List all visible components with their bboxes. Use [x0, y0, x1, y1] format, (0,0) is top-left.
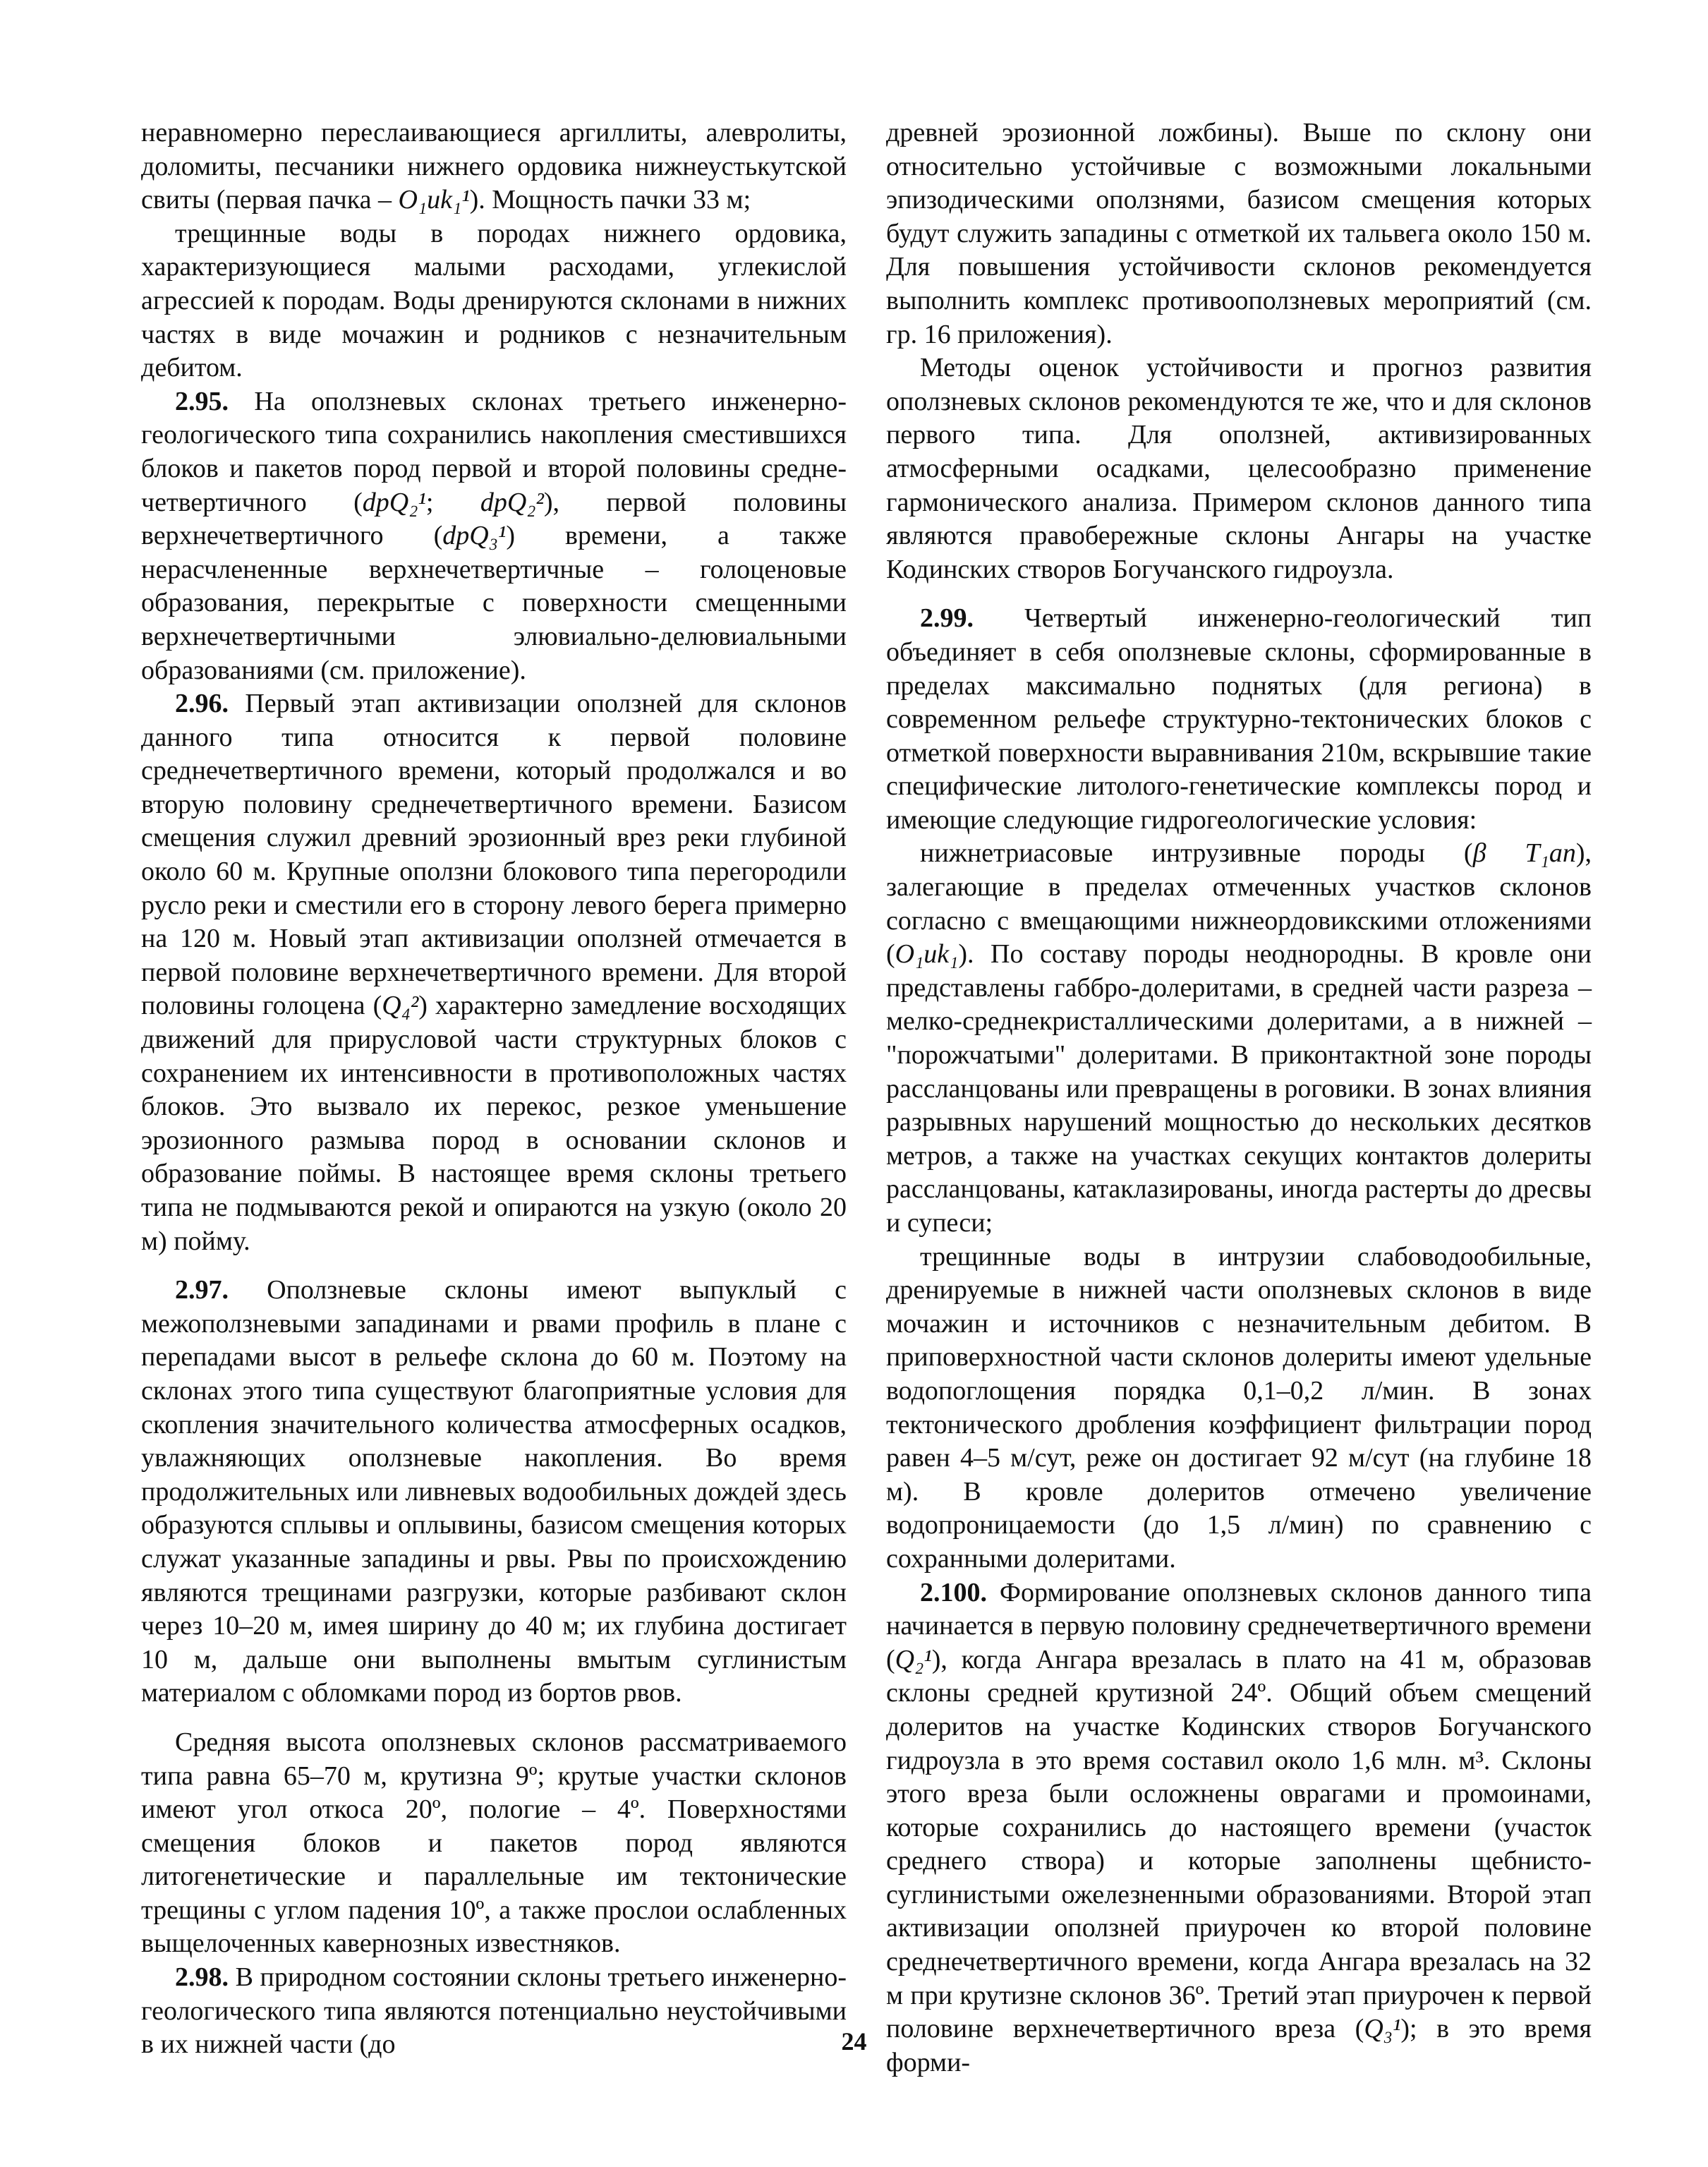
paragraph — [141, 1726, 847, 1961]
paragraph — [886, 351, 1592, 586]
paragraph — [886, 1241, 1592, 1576]
paragraph-2-100 — [886, 1576, 1592, 2080]
section-number: 2.98. — [175, 1962, 229, 1993]
section-number: 2.96. — [175, 689, 229, 719]
formula: Q₄² — [382, 991, 419, 1021]
section-number: 2.99. — [920, 603, 974, 634]
paragraph-2-99 — [886, 602, 1592, 837]
page-number: 24 — [841, 2027, 867, 2056]
right-column — [886, 116, 1592, 2080]
text-run: Средняя высота оползневых склонов рассматриваемого типа равна 65–70 м, крутизна 9º; крутые участки склонов имеют угол откоса 20º, пологие – 4º. Поверхностями смещения блоков и пакетов пород являются литогенетические и параллельные им тектонические трещины с углом падения 10º, а также прослои ослабленных выщелоченных кавернозных известняков. — [141, 1727, 847, 1959]
text-run: трещинные воды в породах нижнего ордовика, характеризующиеся малыми расходами, углекислой агрессией к породам. Воды дренируются склонами в нижних частях в виде мочажин и родников с незначительным дебитом. — [141, 218, 847, 383]
text-run: ), когда Ангара врезалась в плато на 41 м, образовав склоны средней крутизной 24º. Общий объем смещений долеритов на участке Кодинских створов Богучанского гидроузла в это время составил около 1,6 млн. м³. Склоны этого вреза были осложнены оврагами и промоинами, которые сохранились до настоящего времени (участок среднего створа) и которые заполнены щебнисто-суглинистыми ожелезненными образованиями. Второй этап активизации оползней приурочен ко второй половине среднечетвертичного времени, когда Ангара врезалась на 32 м при крутизне склонов 36º. Третий этап приурочен к первой половине верхнечетвертичного вреза ( — [886, 1644, 1592, 2044]
formula: β T₁an — [1472, 838, 1576, 869]
formula: O₁uk₁¹ — [398, 185, 470, 215]
text-run: ), первой половины верхнечетвертичного ( — [141, 487, 847, 551]
paragraph — [886, 116, 1592, 351]
paragraph — [141, 217, 847, 385]
text-run: ) характерно замедление восходящих движений для прирусловой части структурных блоков с сохранением их интенсивности в противоположных частях блоков. Это вызвало их перекос, резкое уменьшение эрозионного размыва пород в основании склонов и образование поймы. В настоящее время склоны третьего типа не подмываются рекой и опираются на узкую (около 20 м) пойму. — [141, 991, 847, 1256]
formula: dpQ₂¹ — [362, 487, 426, 517]
text-run: древней эрозионной ложбины). Выше по склону они относительно устойчивые с возможными локальными эпизодическими оползнями, базисом смещения которых будут служить западины с отметкой их тальвега около 150 м. Для повышения устойчивости склонов рекомендуется выполнить комплекс противооползневых мероприятий (см. гр. 16 приложения). — [886, 118, 1592, 349]
text-run: ). По составу породы неоднородны. В кровле они представлены габбро-долеритами, в средней части разреза – мелко-среднекристаллическими долеритами, а в нижней – "порожчатыми" долеритами. В приконтактной зоне породы рассланцованы или превращены в роговики. В зонах влияния разрывных нарушений мощностью до нескольких десятков метров, а также на участках секущих контактов долериты рассланцованы, катаклазированы, иногда растерты до дресвы и супеси; — [886, 939, 1592, 1238]
text-run: Четвертый инженерно-геологический тип объединяет в себя оползневые склоны, сформированные в пределах максимально поднятых (для региона) в современном рельефе структурно-тектонических блоков с отметкой поверхности выравнивания 210м, вскрывшие такие специфические литолого-генетические комплексы пород и имеющие следующие гидрогеологические условия: — [886, 603, 1592, 835]
formula: dpQ₃¹ — [442, 521, 507, 551]
section-number: 2.100. — [920, 1577, 987, 1607]
text-run: неравномерно переслаивающиеся аргиллиты, алевролиты, доломиты, песчаники нижнего ордовика нижнеустькутской свиты (первая пачка – — [141, 118, 847, 215]
text-run: ) времени, а также нерасчлененные верхнечетвертичные – голоценовые образования, перекрытые с поверхности смещенными верхнечетвертичными элювиально-делювиальными образованиями (см. приложение). — [141, 521, 847, 685]
paragraph-2-96 — [141, 687, 847, 1258]
text-run: Оползневые склоны имеют выпуклый с межоползневыми западинами и рвами профиль в плане с перепадами высот в рельефе склона до 60 м. Поэтому на склонах этого типа существуют благоприятные условия для скопления значительного количества атмосферных осадков, увлажняющих оползневые накопления. Во время продолжительных или ливневых водообильных дождей здесь образуются сплывы и оплывины, базисом смещения которых служат указанные западины и рвы. Рвы по происхождению являются трещинами разгрузки, которые разбивают склон через 10–20 м, имея ширину до 40 м; их глубина достигает 10 м, дальше они выполнены вмытым суглинистым материалом с обломками пород из бортов рвов. — [141, 1275, 847, 1708]
text-run: ; — [425, 487, 480, 517]
paragraph — [886, 837, 1592, 1240]
paragraph-2-95 — [141, 385, 847, 687]
paragraph-2-97 — [141, 1274, 847, 1710]
text-run: ); в это время форми- — [886, 2014, 1592, 2077]
paragraph — [141, 116, 847, 217]
text-run: трещинные воды в интрузии слабоводообильные, дренируемые в нижней части оползневых склонов в виде мочажин и источников с незначительным дебитом. В приповерхностной части склонов долериты имеют удельные водопоглощения порядка 0,1–0,2 л/мин. В зонах тектонического дробления коэффициент фильтрации пород равен 4–5 м/сут, реже он достигает 92 м/сут (на глубине 18 м). В кровле долеритов отмечено увеличение водопроницаемости (до 1,5 л/мин) по сравнению с сохранными долеритами. — [886, 1241, 1592, 1574]
section-number: 2.97. — [175, 1275, 229, 1305]
section-number: 2.95. — [175, 386, 229, 416]
text-run: ), залегающие в пределах отмеченных участков склонов согласно с вмещающими нижнеордовикскими отложениями ( — [886, 838, 1592, 970]
text-run: Формирование оползневых склонов данного типа начинается в первую половину среднечетвертичного времени ( — [886, 1577, 1592, 1674]
formula: dpQ₂² — [480, 487, 544, 517]
formula: Q₃¹ — [1364, 2014, 1401, 2044]
formula: Q₂¹ — [895, 1644, 932, 1674]
text-run: На оползневых склонах третьего инженерно-геологического типа сохранились накопления сместившихся блоков и пакетов пород первой и второй половины среднечетвертичного ( — [141, 386, 847, 517]
text-run: Первый этап активизации оползней для склонов данного типа относится к первой половине среднечетвертичного времени, который продолжался и во вторую половину среднечетвертичного времени. Базисом смещения служил древний эрозионный врез реки глубиной около 60 м. Крупные оползни блокового типа перегородили русло реки и сместили его в сторону левого берега примерно на 120 м. Новый этап активизации оползней отмечается в первой половине верхнечетвертичного времени. Для второй половины голоцена ( — [141, 689, 847, 1021]
text-run: ). Мощность пачки 33 м; — [469, 185, 751, 215]
text-run: нижнетриасовые интрузивные породы ( — [920, 838, 1473, 869]
formula: O₁uk₁ — [895, 939, 959, 970]
left-column — [141, 116, 847, 2062]
text-run: В природном состоянии склоны третьего инженерно-геологического типа являются потенциально неустойчивыми в их нижней части (до — [141, 1962, 847, 2060]
text-run: Методы оценок устойчивости и прогноз развития оползневых склонов рекомендуются те же, что и для склонов первого типа. Для оползней, активизированных атмосферными осадками, целесообразно применение гармонического анализа. Примером склонов данного типа являются правобережные склоны Ангары на участке Кодинских створов Богучанского гидроузла. — [886, 353, 1592, 584]
